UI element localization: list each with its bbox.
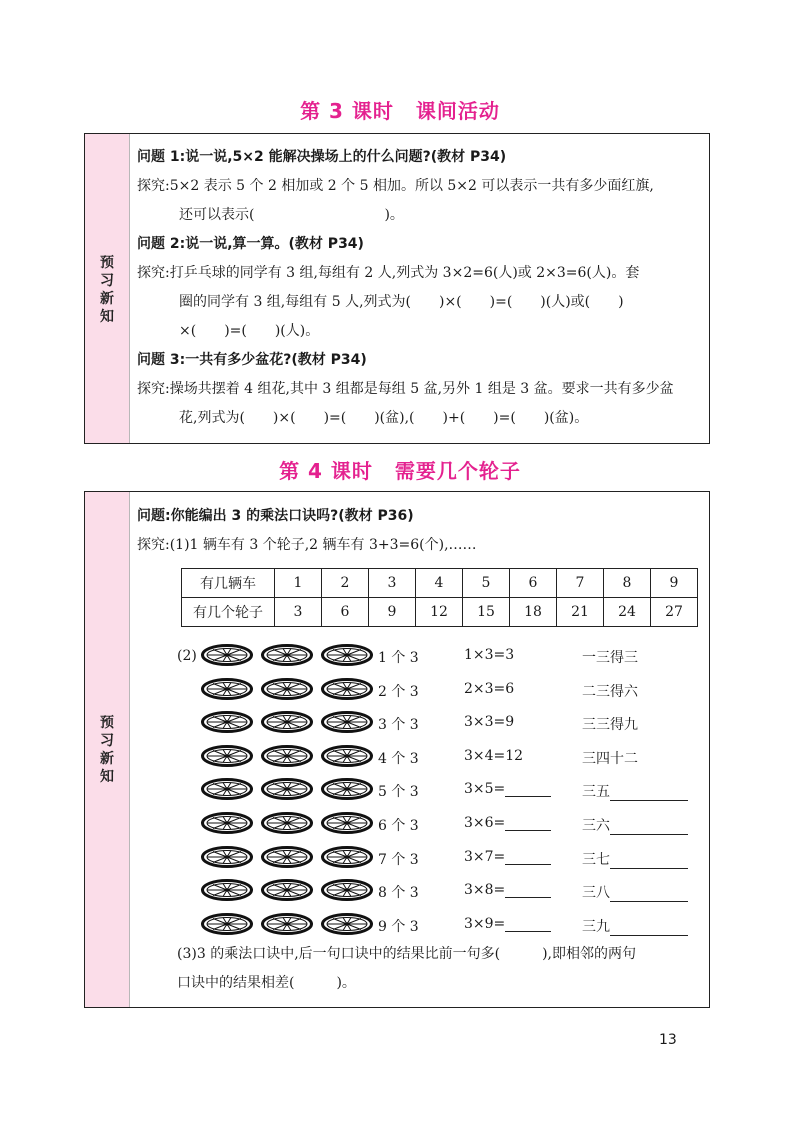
lesson4-title xyxy=(0,455,800,484)
mult-expr: 1×3=3 xyxy=(464,647,515,663)
mult-expr: 3×4=12 xyxy=(464,747,524,764)
table-cell: 27 xyxy=(651,598,698,627)
count-text: 6 个 3 xyxy=(378,818,419,834)
lesson3-q1: 问题 1:说一说,5×2 能解决操场上的什么问题?(教材 P34) xyxy=(137,149,507,165)
rhyme-text xyxy=(582,681,638,701)
rhyme-expr: 三六 xyxy=(582,818,610,834)
car-wheels xyxy=(201,745,381,771)
count-text: 2 个 3 xyxy=(378,683,419,700)
table-cell: 1 xyxy=(275,569,322,598)
rhyme-text xyxy=(582,815,688,835)
mult-expr: 3×8= xyxy=(464,882,506,899)
rhyme-text xyxy=(582,714,638,734)
rhyme-text xyxy=(582,647,638,667)
lesson4-title-name: 需要几个轮子 xyxy=(394,459,521,483)
multiplication-text xyxy=(464,748,523,764)
multiplication-text xyxy=(464,681,514,697)
multiplication-row xyxy=(85,812,711,838)
side-char: 知 xyxy=(100,309,114,325)
lesson4-explore-line1: 探究:(1)1 辆车有 3 个轮子,2 辆车有 3+3=6(个),…… xyxy=(137,537,477,553)
wheel-icon xyxy=(201,745,253,771)
car-wheels xyxy=(201,711,381,737)
side-char: 新 xyxy=(100,291,114,307)
table-cell: 12 xyxy=(416,598,463,627)
answer-blank[interactable] xyxy=(610,921,688,936)
answer-blank[interactable] xyxy=(505,883,551,898)
multiplication-row xyxy=(85,778,711,804)
multiplication-text xyxy=(464,916,551,932)
rhyme-text xyxy=(582,781,688,801)
count-text: 3 个 3 xyxy=(378,717,419,734)
lesson3-q1-answer-line2 xyxy=(179,205,404,225)
wheel-icon xyxy=(201,644,253,670)
table-cell: 9 xyxy=(651,569,698,598)
car-wheels xyxy=(201,879,381,905)
count-text: 9 个 3 xyxy=(378,918,419,935)
multiplication-row xyxy=(85,879,711,905)
lesson3-title-num: 第 3 课时 xyxy=(300,99,394,123)
lesson3-q2-answer-line3: ×( )=( )(人)。 xyxy=(179,323,320,339)
cars-wheels-table xyxy=(181,568,698,627)
multiplication-row xyxy=(85,711,711,737)
answer-blank[interactable] xyxy=(610,786,688,801)
count-text: 4 个 3 xyxy=(378,750,419,767)
wheel-icon xyxy=(201,879,253,905)
car-wheels xyxy=(201,678,381,704)
wheel-icon xyxy=(321,812,373,838)
lesson3-title xyxy=(0,95,800,124)
mult-expr: 3×3=9 xyxy=(464,714,515,731)
answer-blank[interactable] xyxy=(505,850,551,865)
wheel-icon xyxy=(321,879,373,905)
table-cell: 18 xyxy=(510,598,557,627)
lesson4-title-num: 第 4 课时 xyxy=(279,459,373,483)
wheel-icon xyxy=(321,913,373,939)
part3-line1: (3)3 的乘法口诀中,后一句口诀中的结果比前一句多( ),即相邻的两句 xyxy=(177,946,637,962)
multiplication-text xyxy=(464,714,514,730)
mult-expr: 3×5= xyxy=(464,781,506,798)
wheel-icon xyxy=(261,711,313,737)
rhyme-expr: 二三得六 xyxy=(582,683,638,700)
q1-answer-text: )。 xyxy=(384,207,404,223)
multiplication-text xyxy=(464,781,551,797)
table-cell: 5 xyxy=(463,569,510,598)
table-row xyxy=(182,569,698,598)
side-char: 预 xyxy=(100,255,114,271)
wheel-icon xyxy=(261,745,313,771)
multiplication-row xyxy=(85,745,711,771)
lesson3-q2-answer-line2: 圈的同学有 3 组,每组有 5 人,列式为( )×( )=( )(人)或( ) xyxy=(179,294,624,310)
rhyme-text xyxy=(582,849,688,869)
multiplication-text xyxy=(464,849,551,865)
lesson3-title-name: 课间活动 xyxy=(415,99,500,123)
table-cell: 6 xyxy=(322,598,369,627)
table-cell: 7 xyxy=(557,569,604,598)
answer-blank[interactable] xyxy=(505,816,551,831)
rhyme-text xyxy=(582,748,638,768)
multiplication-text xyxy=(464,882,551,898)
rhyme-text xyxy=(582,916,688,936)
page-number: 13 xyxy=(659,1032,677,1048)
answer-blank[interactable] xyxy=(505,917,551,932)
lesson3-preview-box xyxy=(84,133,710,444)
table-row xyxy=(182,598,698,627)
wheel-icon xyxy=(321,711,373,737)
mult-expr: 3×6= xyxy=(464,815,506,831)
answer-blank[interactable] xyxy=(610,854,688,869)
wheel-icon xyxy=(261,879,313,905)
answer-blank[interactable] xyxy=(505,782,551,797)
car-wheels xyxy=(201,913,381,939)
multiplication-row xyxy=(85,678,711,704)
side-char: 预 xyxy=(100,715,114,731)
lesson3-q3-answer-line2: 花,列式为( )×( )=( )(盆),( )+( )=( )(盆)。 xyxy=(179,410,589,426)
count-text: 1 个 3 xyxy=(378,650,419,666)
wheel-icon xyxy=(261,913,313,939)
table-cell: 24 xyxy=(604,598,651,627)
side-char: 新 xyxy=(100,751,114,767)
mult-expr: 3×9= xyxy=(464,915,506,932)
table-cell: 4 xyxy=(416,569,463,598)
table-cell: 2 xyxy=(322,569,369,598)
wheel-icon xyxy=(201,678,253,704)
table-cell: 3 xyxy=(275,598,322,627)
count-text: 5 个 3 xyxy=(378,784,419,801)
wheel-icon xyxy=(261,644,313,670)
wheel-icon xyxy=(201,711,253,737)
wheel-icon xyxy=(261,846,313,872)
lesson4-question: 问题:你能编出 3 的乘法口诀吗?(教材 P36) xyxy=(137,508,414,524)
multiplication-row xyxy=(85,846,711,872)
rhyme-expr: 一三得三 xyxy=(582,650,638,666)
wheel-icon xyxy=(261,778,313,804)
count-text: 8 个 3 xyxy=(378,885,419,902)
rhyme-expr: 三七 xyxy=(582,851,610,868)
table-cell: 6 xyxy=(510,569,557,598)
part3-line2: 口诀中的结果相差( )。 xyxy=(177,975,356,991)
wheel-icon xyxy=(321,745,373,771)
wheel-icon xyxy=(321,644,373,670)
table-cell: 9 xyxy=(369,598,416,627)
lesson3-side-panel xyxy=(85,134,130,443)
wheel-icon xyxy=(261,812,313,838)
car-wheels xyxy=(201,644,381,670)
lesson4-preview-box xyxy=(84,491,710,1008)
wheel-icon xyxy=(201,846,253,872)
car-wheels xyxy=(201,778,381,804)
multiplication-row xyxy=(85,913,711,939)
rhyme-expr: 三四十二 xyxy=(582,750,638,767)
wheel-icon xyxy=(201,913,253,939)
table-header-cars: 有几辆车 xyxy=(182,569,275,598)
lesson3-q1-answer-line1: 探究:5×2 表示 5 个 2 相加或 2 个 5 相加。所以 5×2 可以表示一共有多少面红旗, xyxy=(137,178,654,194)
mult-expr: 3×7= xyxy=(464,848,506,865)
answer-blank[interactable] xyxy=(610,887,688,902)
lesson3-q2-answer-line1: 探究:打乒乓球的同学有 3 组,每组有 2 人,列式为 3×2=6(人)或 2×3=6(人)。套 xyxy=(137,265,640,281)
rhyme-expr: 三三得九 xyxy=(582,717,638,734)
side-char: 知 xyxy=(100,769,114,785)
answer-blank[interactable] xyxy=(610,820,688,835)
lesson3-q2: 问题 2:说一说,算一算。(教材 P34) xyxy=(137,236,364,252)
wheel-icon xyxy=(201,778,253,804)
car-wheels xyxy=(201,812,381,838)
q1-answer-text: 还可以表示( xyxy=(179,207,255,223)
side-char: 习 xyxy=(100,733,114,749)
wheel-icon xyxy=(321,778,373,804)
lesson3-q3-answer-line1: 探究:操场共摆着 4 组花,其中 3 组都是每组 5 盆,另外 1 组是 3 盆。要求一共有多少盆 xyxy=(137,381,674,397)
side-char: 习 xyxy=(100,273,114,289)
lesson3-side-label xyxy=(85,254,129,326)
multiplication-text xyxy=(464,647,514,663)
rhyme-expr: 三九 xyxy=(582,918,610,935)
rhyme-expr: 三八 xyxy=(582,885,610,902)
wheel-icon xyxy=(201,812,253,838)
multiplication-row xyxy=(85,644,711,670)
car-wheels xyxy=(201,846,381,872)
table-cell: 8 xyxy=(604,569,651,598)
multiplication-text xyxy=(464,815,551,831)
wheel-icon xyxy=(321,846,373,872)
table-cell: 21 xyxy=(557,598,604,627)
wheel-icon xyxy=(261,678,313,704)
rhyme-text xyxy=(582,882,688,902)
rhyme-expr: 三五 xyxy=(582,784,610,801)
count-text: 7 个 3 xyxy=(378,851,419,868)
mult-expr: 2×3=6 xyxy=(464,680,515,697)
table-cell: 3 xyxy=(369,569,416,598)
wheel-icon xyxy=(321,678,373,704)
table-header-wheels: 有几个轮子 xyxy=(182,598,275,627)
lesson3-q3: 问题 3:一共有多少盆花?(教材 P34) xyxy=(137,352,367,368)
part2-label: (2) xyxy=(177,648,197,664)
table-cell: 15 xyxy=(463,598,510,627)
